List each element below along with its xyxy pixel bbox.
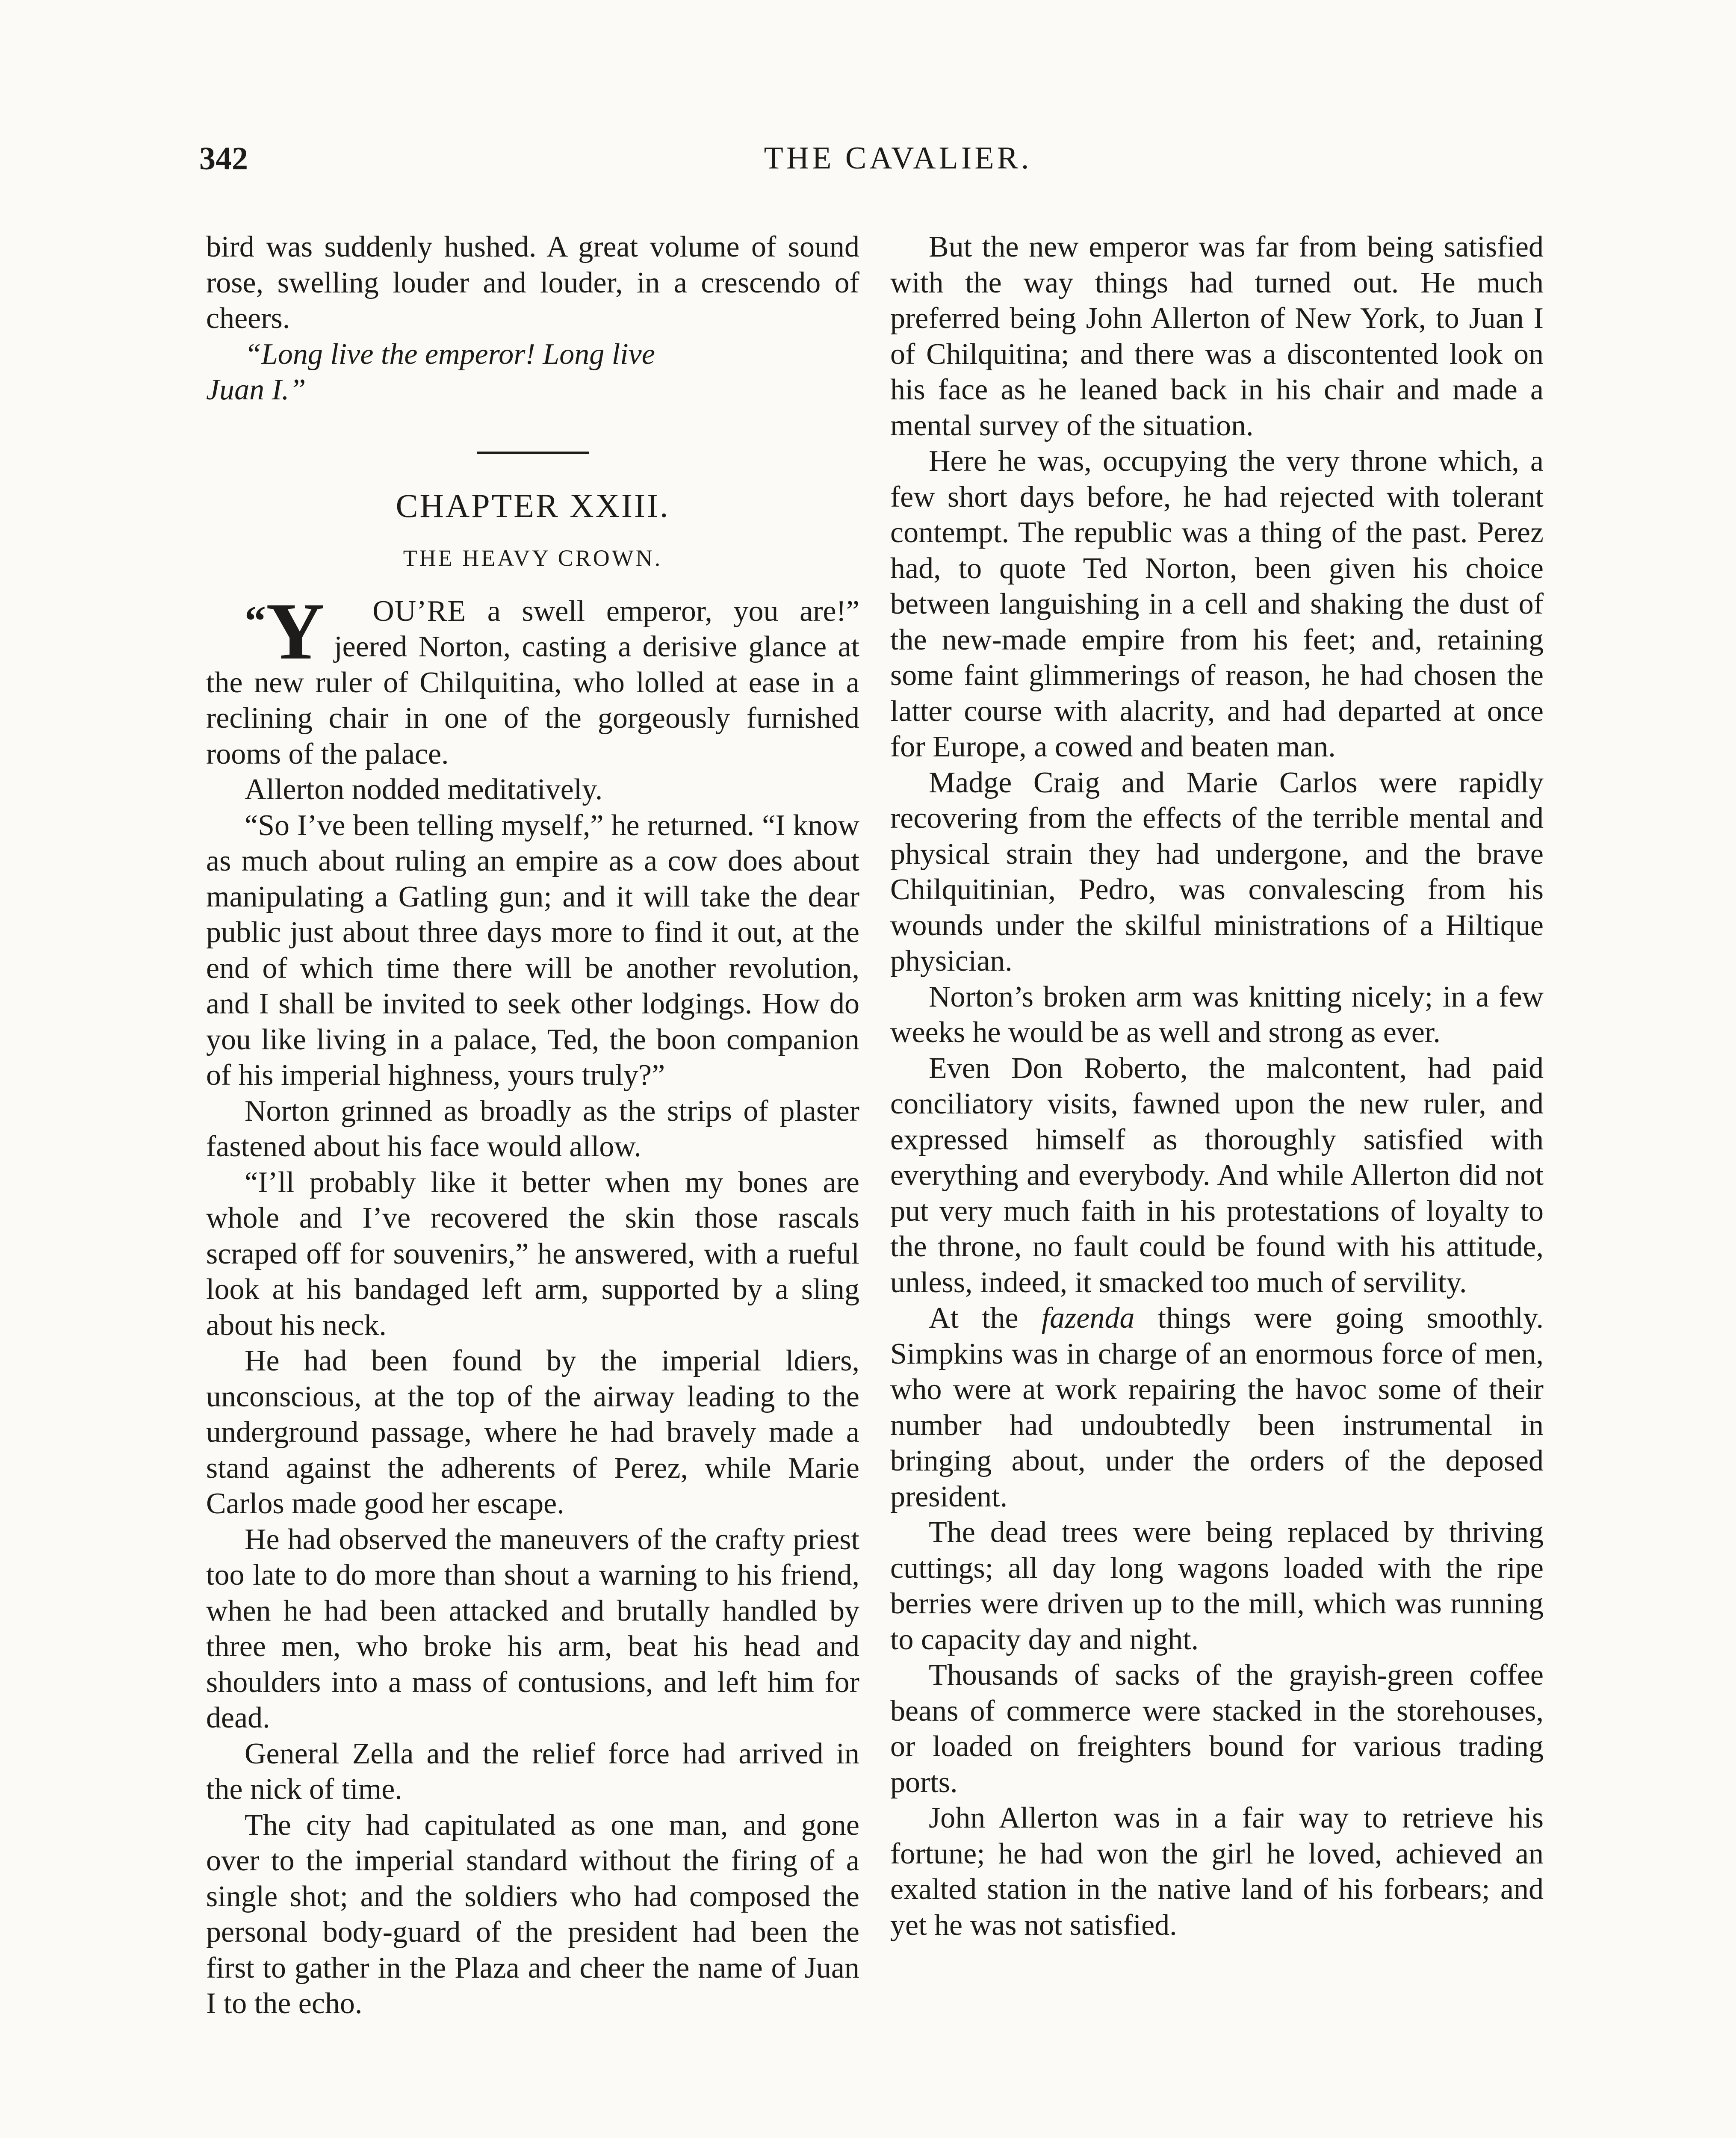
opening-caps: OU’RE	[372, 594, 466, 628]
running-head: THE CAVALIER.	[764, 141, 1032, 176]
paragraph: Norton grinned as broadly as the strips of plaster fastened about his face would allow.	[206, 1094, 859, 1163]
paragraph: bird was suddenly hushed. A great volume of sound rose, swelling louder and louder, in a crescendo of cheers.	[206, 230, 859, 335]
opening-paragraph	[206, 586, 859, 772]
left-column	[206, 229, 859, 2022]
section-rule	[477, 452, 589, 454]
paragraph: Norton’s broken arm was knitting nicely; in a few weeks he would be as well and strong as ever.	[890, 980, 1544, 1049]
paragraph: He had been found by the imperial ldiers, unconscious, at the top of the airway leading to the underground passage, where he had bravely made a stand against the adherents of Perez, while Marie Carlos made good her escape.	[206, 1344, 859, 1520]
drop-cap-letter: Y	[266, 586, 325, 676]
paragraph: John Allerton was in a fair way to retrieve his fortune; he had won the girl he loved, achieved an exalted station in the native land of his forbears; and yet he was not satisfied.	[890, 1801, 1544, 1942]
paragraph: Here he was, occupying the very throne which, a few short days before, he had rejected with tolerant contempt. The republic was a thing of the past. Perez had, to quote Ted Norton, been given his choice between languishing in a cell and shaking the dust of the new-made empire from his feet; and, retaining some faint glimmerings of reason, he had chosen the latter course with alacrity, and had departed at once for Europe, a cowed and beaten man.	[890, 445, 1544, 763]
paragraph: But the new emperor was far from being satisfied with the way things had turned out. He much preferred being John Allerton of New York, to Juan I of Chilquitina; and there was a discontented look on his face as he leaned back in his chair and made a mental survey of the situation.	[890, 230, 1544, 442]
paragraph: Madge Craig and Marie Carlos were rapidly recovering from the effects of the terrible mental and physical strain they had undergone, and the brave Chilquitinian, Pedro, was convalescing from his wounds under the skilful ministrations of a Hiltique physician.	[890, 766, 1544, 977]
verse-lead: “Long live the emperor! Long live	[245, 337, 655, 371]
verse-cheer	[206, 337, 859, 408]
paragraph: “So I’ve been telling myself,” he returned. “I know as much about ruling an empire as a cow does about manipulating a Gatling gun; and it will take the dear public just about three days more to find it out, at the end of which time there will be another revolution, and I shall be invited to seek other lodgings. How do you like living in a palace, Ted, the boon companion of his imperial highness, yours truly?”	[206, 809, 859, 1092]
chapter-subtitle: THE HEAVY CROWN.	[403, 545, 663, 571]
paragraph	[890, 1300, 1544, 1515]
paragraph: Thousands of sacks of the grayish-green coffee beans of commerce were stacked in the storehouses, or loaded on freighters bound for various trading ports.	[890, 1659, 1544, 1799]
paragraph: “I’ll probably like it better when my bones are whole and I’ve recovered the skin those rascals scraped off for souvenirs,” he answered, with a rueful look at his bandaged left arm, supported by a sling about his neck.	[206, 1166, 859, 1342]
paragraph: The city had capitulated as one man, and gone over to the imperial standard without the firing of a single shot; and the soldiers who had composed the personal body-guard of the president had been the first to gather in the Plaza and cheer the name of Juan I to the echo.	[206, 1808, 859, 2020]
right-column	[890, 229, 1544, 1943]
paragraph: Allerton nodded meditatively.	[245, 773, 603, 806]
paragraph-text: At the	[929, 1302, 1042, 1335]
chapter-title: CHAPTER XXIII.	[396, 487, 670, 524]
page-number: 342	[199, 141, 248, 177]
paragraph: The dead trees were being replaced by thriving cuttings; all day long wagons loaded with the ripe berries were driven up to the mill, which was running to capacity day and night.	[890, 1516, 1544, 1656]
italic-word: fazenda	[1041, 1302, 1135, 1335]
paragraph: Even Don Roberto, the malcontent, had paid conciliatory visits, fawned upon the new ruler, and expressed himself as thoroughly satisfied with everything and everybody. And while Allerton did not put very much faith in his protestations of loyalty to the throne, no fault could be found with his attitude, unless, indeed, it smacked too much of servility.	[890, 1051, 1544, 1299]
paragraph: He had observed the maneuvers of the crafty priest too late to do more than shout a warning to his friend, when he had been attacked and brutally handled by three men, who broke his arm, beat his head and shoulders into a mass of contusions, and left him for dead.	[206, 1523, 859, 1734]
drop-cap-quote: “	[245, 597, 266, 644]
drop-cap	[206, 586, 325, 676]
opening-text: a swell emperor, you are!” jeered Norton, casting a derisive glance at the new ruler of Chilquitina, who lolled at ease in a reclining chair in one of the gorgeously furnished rooms of the palace.	[206, 594, 859, 771]
paragraph: General Zella and the relief force had arrived in the nick of time.	[206, 1737, 859, 1806]
verse-tail: Juan I.”	[206, 373, 306, 406]
paragraph-text: things were going smoothly. Simpkins was in charge of an enormous force of men, who were at work repairing the havoc some of their number had undoubtedly been instrumental in bringing about, under the orders of the deposed president.	[890, 1302, 1544, 1513]
